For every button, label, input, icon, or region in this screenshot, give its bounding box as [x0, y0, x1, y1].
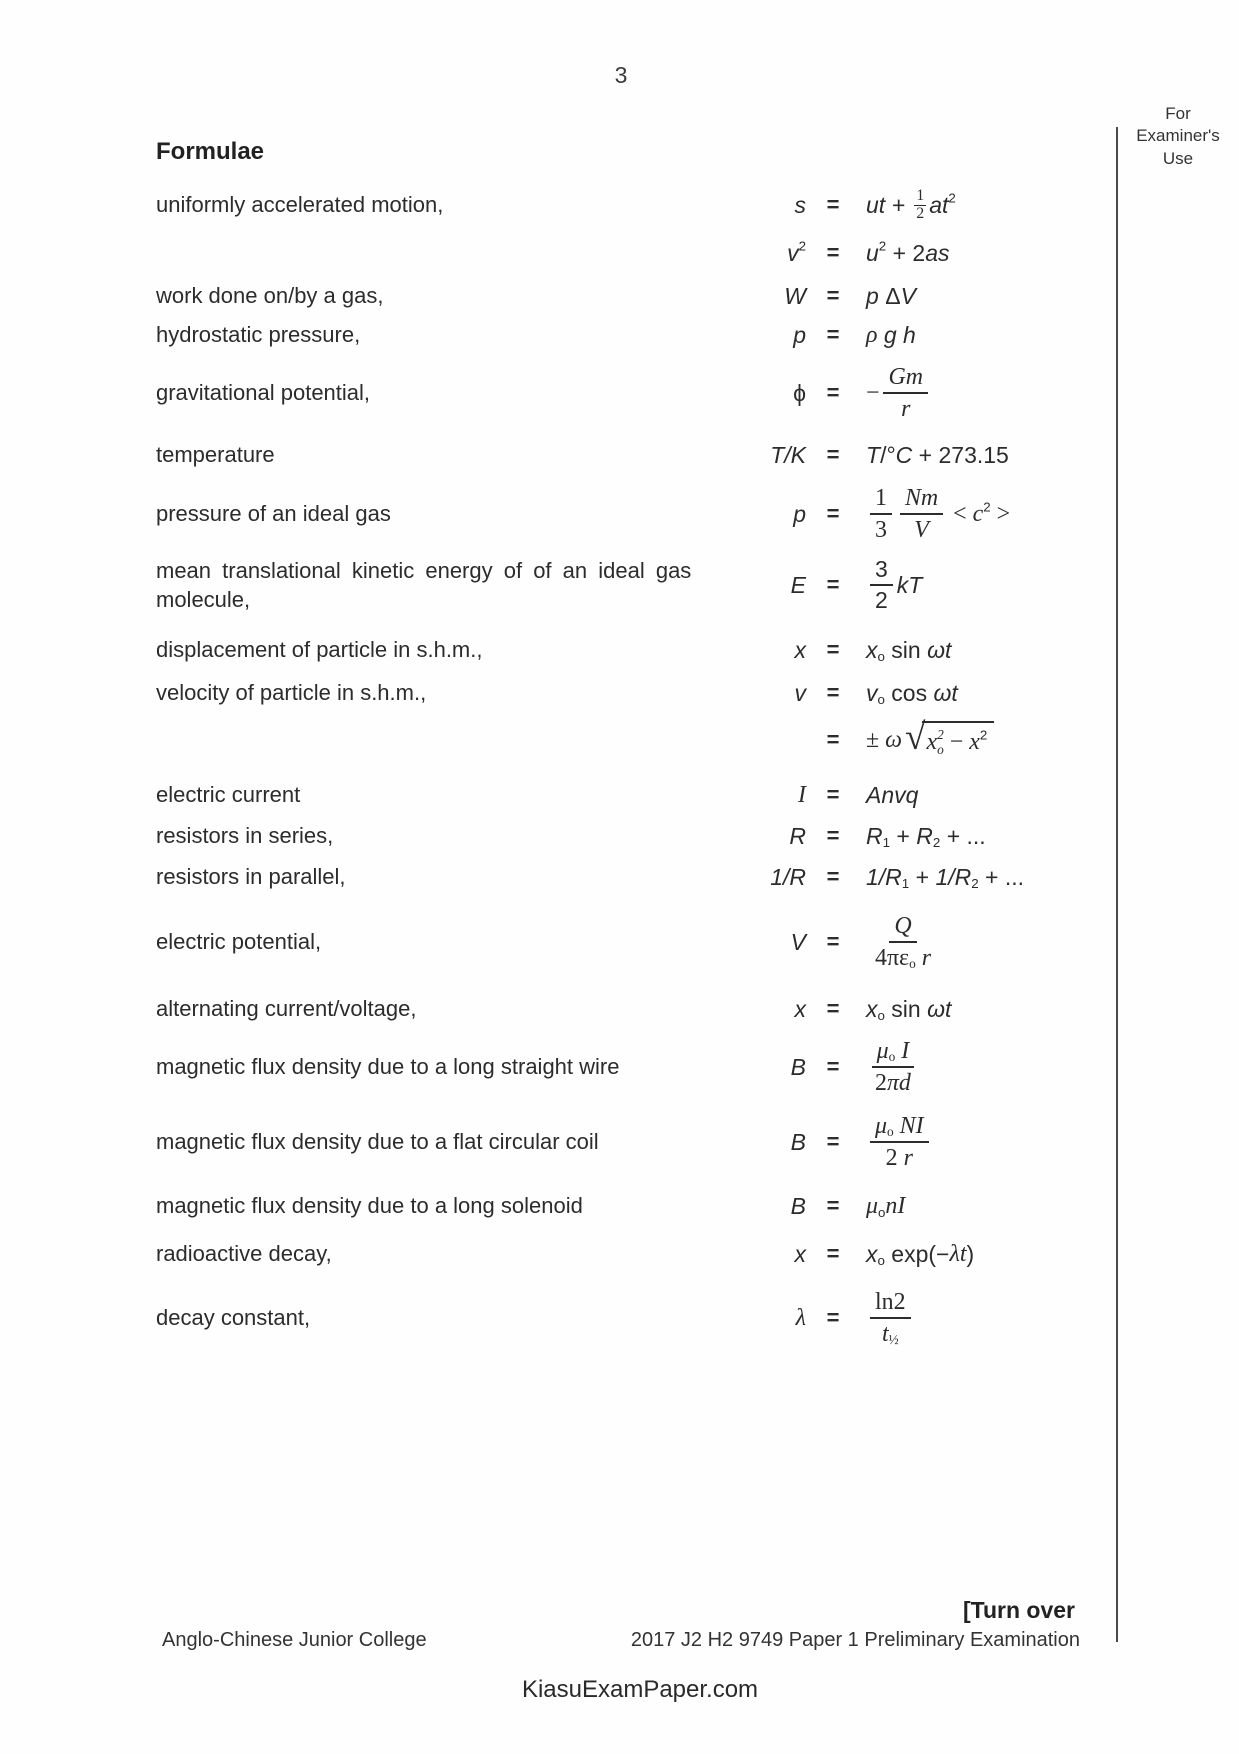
examiner-use-line-1: For — [1165, 104, 1191, 123]
formula-symbol: V — [790, 928, 806, 955]
formula-row — [156, 1104, 1106, 1180]
formula-expression: Anvq — [866, 781, 919, 808]
formula-label: magnetic flux density due to a long solenoid — [156, 1193, 583, 1219]
formula-label: decay constant, — [156, 1305, 311, 1331]
equals-sign: = — [826, 1241, 840, 1266]
formula-row — [156, 437, 1106, 473]
equals-sign: = — [826, 1054, 840, 1079]
formula-symbol: ϕ — [793, 379, 806, 406]
formula-expression: $\frac{3}{2}$ kT — [856, 556, 1106, 614]
equals-sign: = — [826, 322, 840, 347]
fraction: $\frac{1}{3}$ — [870, 484, 892, 544]
formula-symbol: B — [790, 1128, 806, 1155]
formula-label: uniformly accelerated motion, — [156, 192, 444, 218]
formula-label: alternating current/voltage, — [156, 996, 417, 1022]
formula-symbol: T/K — [770, 441, 806, 468]
equals-sign: = — [826, 380, 840, 405]
formula-expression: 1/R 1 + 1/R 2 + ... — [866, 863, 1025, 891]
formulae-heading: Formulae — [156, 138, 265, 165]
equals-sign: = — [826, 727, 840, 752]
watermark-text: KiasuExamPaper.com — [521, 1676, 759, 1703]
formula-expression: μ o nI — [866, 1192, 906, 1220]
formula-expression: − $\frac{Gm}{r}$ — [856, 363, 1106, 423]
formula-symbol: v — [794, 679, 806, 706]
formula-row — [156, 355, 1106, 431]
equals-sign: = — [826, 823, 840, 848]
formula-label: temperature — [156, 442, 275, 468]
formula-label: electric potential, — [156, 929, 322, 955]
fraction: $\frac{Nm}{V}$ — [900, 484, 943, 544]
formula-label: mean translational kinetic energy of of an ideal gas molecule, — [156, 557, 692, 612]
formula-symbol: 1/R — [770, 863, 806, 890]
equals-sign: = — [826, 240, 840, 265]
fraction: ln2 t ½ — [870, 1288, 911, 1348]
formula-row — [156, 1280, 1106, 1356]
formula-symbol: v 2 — [787, 238, 806, 266]
formula-row — [156, 777, 1106, 813]
formula-label: hydrostatic pressure, — [156, 322, 361, 348]
formula-symbol: B — [790, 1053, 806, 1080]
formula-label: velocity of particle in s.h.m., — [156, 680, 427, 706]
formula-symbol: R — [789, 822, 806, 849]
formula-row — [156, 991, 1106, 1027]
formula-expression: u 2 + 2 as — [866, 238, 950, 266]
formula-symbol: p — [793, 321, 806, 348]
equals-sign: = — [826, 283, 840, 308]
formula-expression — [856, 1037, 1106, 1097]
formula-expression: p Δ V — [866, 282, 916, 309]
formula-row — [156, 675, 1106, 711]
formula-row — [156, 1236, 1106, 1272]
formula-expression: T /° C + 273.15 — [866, 441, 1009, 468]
formula-expression: $\frac{1}{3}$ $\frac{Nm}{V}$ < c 2 > — [856, 484, 1106, 544]
equals-sign: = — [826, 501, 840, 526]
equals-sign: = — [826, 864, 840, 889]
formula-row — [156, 235, 1106, 271]
formula-expression: x o sin ωt — [866, 636, 952, 664]
formula-expression: x o exp(− λt ) — [866, 1240, 975, 1268]
fraction: μ o NI 2 r — [870, 1112, 929, 1172]
formula-symbol: s — [794, 191, 806, 218]
formula-row — [156, 632, 1106, 668]
equals-sign: = — [826, 1305, 840, 1330]
formula-label: resistors in parallel, — [156, 864, 346, 890]
formula-label: magnetic flux density due to a flat circular coil — [156, 1129, 599, 1155]
equals-sign: = — [826, 192, 840, 217]
formula-row — [156, 547, 1106, 623]
equals-sign: = — [826, 442, 840, 467]
formula-label: pressure of an ideal gas — [156, 501, 391, 527]
formula-symbol: x — [794, 1240, 806, 1267]
examiner-use-line-2: Examiner's — [1136, 126, 1220, 146]
formula-symbol: λ — [795, 1304, 806, 1331]
formula-row — [156, 476, 1106, 552]
formula-row — [156, 317, 1106, 353]
formula-symbol: E — [790, 571, 806, 598]
formula-row — [156, 904, 1106, 980]
formula-row — [156, 712, 1106, 768]
equals-sign: = — [826, 680, 840, 705]
formula-symbol: W — [784, 282, 806, 309]
formula-label: resistors in series, — [156, 823, 334, 849]
equals-sign: = — [826, 782, 840, 807]
turn-over-label: [Turn over — [962, 1597, 1075, 1623]
formula-row — [156, 1188, 1106, 1224]
formula-row — [156, 187, 1106, 223]
formula-label: gravitational potential, — [156, 380, 371, 406]
formula-row — [156, 278, 1106, 314]
fraction: Q 4πε o r — [875, 912, 932, 972]
formula-row — [156, 859, 1106, 895]
sup-sub-stack: 2 o — [937, 726, 944, 757]
formula-row — [156, 1029, 1106, 1105]
equals-sign: = — [826, 1129, 840, 1154]
equals-sign: = — [826, 929, 840, 954]
formula-expression: ρ g h — [866, 321, 916, 348]
formula-label: radioactive decay, — [156, 1241, 332, 1267]
formula-row — [156, 818, 1106, 854]
formula-label: electric current — [156, 782, 301, 808]
fraction: $\frac{3}{2}$ — [870, 556, 893, 614]
formula-expression: v o cos ωt — [866, 679, 958, 707]
formula-expression: ± ω √ x 2 o − x 2 — [856, 721, 1106, 760]
formula-expression — [856, 1112, 1106, 1172]
formula-label: displacement of particle in s.h.m., — [156, 637, 483, 663]
fraction: $\frac{1}{2}$ — [916, 187, 925, 222]
formula-symbol: x — [794, 636, 806, 663]
formula-label: magnetic flux density due to a long straight wire — [156, 1054, 620, 1080]
formula-symbol: x — [794, 995, 806, 1022]
formula-symbol: I — [798, 781, 806, 808]
formula-expression — [856, 912, 1106, 972]
formula-expression: R 1 + R 2 + ... — [866, 822, 986, 850]
footer-exam-title: 2017 J2 H2 9749 Paper 1 Preliminary Examination — [630, 1629, 1080, 1651]
formula-symbol: p — [793, 500, 806, 527]
equals-sign: = — [826, 637, 840, 662]
page-number: 3 — [614, 62, 628, 88]
formula-symbol: B — [790, 1192, 806, 1219]
equals-sign: = — [826, 1193, 840, 1218]
examiner-use-line-3: Use — [1162, 148, 1194, 168]
equals-sign: = — [826, 572, 840, 597]
equals-sign: = — [826, 996, 840, 1021]
fraction: μ o I 2 πd — [870, 1037, 916, 1097]
fraction: $\frac{Gm}{r}$ — [883, 363, 928, 423]
formula-expression: ut + $\frac{1}{2}$ at 2 — [866, 187, 956, 222]
formula-expression: x o sin ωt — [866, 995, 952, 1023]
formula-label: work done on/by a gas, — [156, 283, 384, 309]
square-root: √ x 2 o − x 2 — [905, 721, 994, 760]
formula-expression — [856, 1288, 1106, 1348]
footer-school-name: Anglo-Chinese Junior College — [162, 1629, 427, 1651]
